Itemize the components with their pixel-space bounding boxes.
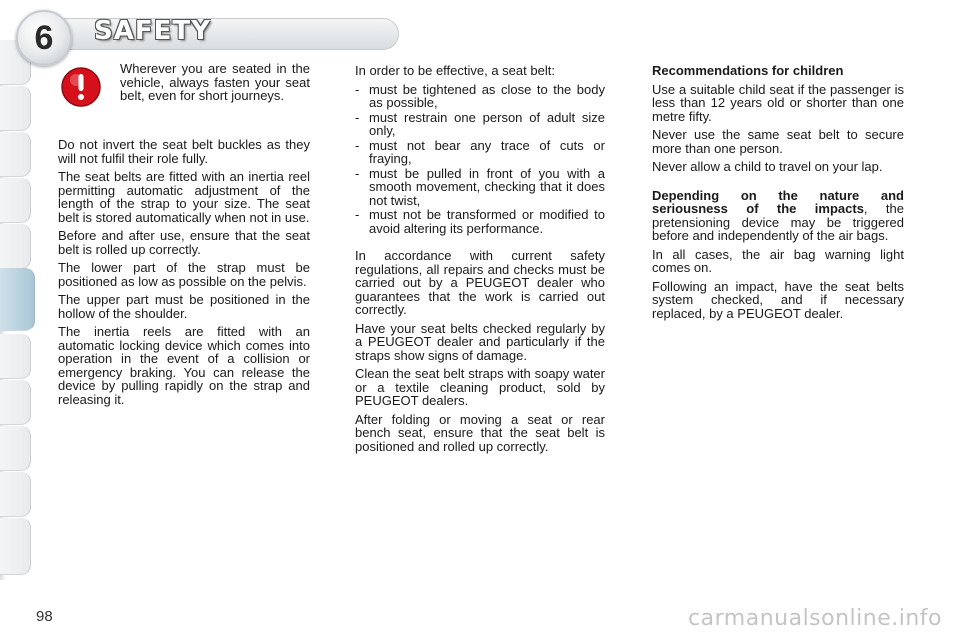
list-item: - must restrain one person of adult size only, [355, 111, 605, 138]
chapter-tab-5[interactable] [0, 224, 31, 269]
column-2 [355, 64, 605, 458]
impact-paragraph [652, 189, 904, 243]
list-item: - must be pulled in front of you with a smooth movement, checking that it does not twist, [355, 167, 605, 208]
paragraph: The seat belts are fitted with an inertia reel permitting automatic adjustment of the length of the strap to your size. The seat belt is stored automatically when not in use. [58, 169, 310, 225]
paragraph: Have your seat belts checked regularly by a PEUGEOT dealer and particularly if the straps show signs of damage. [355, 320, 605, 363]
requirements-list [355, 83, 605, 236]
paragraph: Following an impact, have the seat belts system checked, and if necessary replaced, by a PEUGEOT dealer. [652, 278, 904, 321]
children-heading: Recommendations for children [652, 63, 844, 78]
chapter-tab-2[interactable] [0, 86, 31, 131]
list-item: - must not bear any trace of cuts or fraying, [355, 139, 605, 166]
chapter-tab-4[interactable] [0, 178, 31, 223]
chapter-tab-7[interactable] [0, 334, 31, 379]
chapter-tab-strip [0, 40, 34, 580]
list-item: - must be tightened as close to the body as possible, [355, 83, 605, 110]
chapter-tab-3[interactable] [0, 132, 31, 177]
page-number: 98 [36, 608, 53, 625]
impact-rest: , the pretensioning device may be triggered before and independently of the air bags. [652, 201, 904, 243]
paragraph: The upper part must be positioned in the hollow of the shoulder. [58, 292, 310, 321]
chapter-tab-8[interactable] [0, 380, 31, 425]
paragraph: Clean the seat belt straps with soapy water or a textile cleaning product, sold by PEUGEOT dealers. [355, 366, 605, 408]
paragraph: In accordance with current safety regulations, all repairs and checks must be carried out by a PEUGEOT dealer who guarantees that the work is carried out correctly. [355, 248, 605, 317]
bullets-intro: In order to be effective, a seat belt: [355, 63, 555, 78]
exclamation-warning-icon [60, 66, 102, 108]
paragraph: Do not invert the seat belt buckles as they will not fulfil their role fully. [58, 137, 310, 166]
paragraph: Never allow a child to travel on your lap. [652, 159, 883, 174]
paragraph: The lower part of the strap must be positioned as low as possible on the pelvis. [58, 260, 310, 289]
chapter-number: 6 [34, 18, 54, 57]
impact-bold-lead: Depending on the nature and seriousness of the impacts [652, 187, 904, 216]
paragraph: In all cases, the air bag warning light comes on. [652, 246, 904, 275]
paragraph: Never use the same seat belt to secure more than one person. [652, 127, 904, 156]
page-title: SAFETY [94, 16, 211, 46]
paragraph: The inertia reels are fitted with an automatic locking device which comes into operation in the event of a collision or emergency braking. You can release the device by pulling rapidly on the strap and releasing it. [58, 324, 310, 407]
warning-callout [58, 62, 310, 124]
warning-text: Wherever you are seated in the vehicle, always fasten your seat belt, even for short journeys. [120, 61, 310, 103]
chapter-tab-9[interactable] [0, 426, 31, 471]
paragraph: Before and after use, ensure that the seat belt is rolled up correctly. [58, 228, 310, 257]
column-1 [58, 138, 310, 411]
list-item: - must not be transformed or modified to avoid altering its performance. [355, 208, 605, 235]
chapter-tab-6-active[interactable] [0, 268, 35, 331]
column-3 [652, 64, 904, 325]
watermark-text: carmanualsonline.info [688, 606, 942, 631]
chapter-number-badge [16, 10, 72, 66]
paragraph: Use a suitable child seat if the passenger is less than 12 years old or shorter than one metre fifty. [652, 81, 904, 124]
chapter-tab-10[interactable] [0, 472, 31, 517]
chapter-tab-11[interactable] [0, 518, 31, 575]
paragraph: After folding or moving a seat or rear bench seat, ensure that the seat belt is positioned and rolled up correctly. [355, 411, 605, 454]
